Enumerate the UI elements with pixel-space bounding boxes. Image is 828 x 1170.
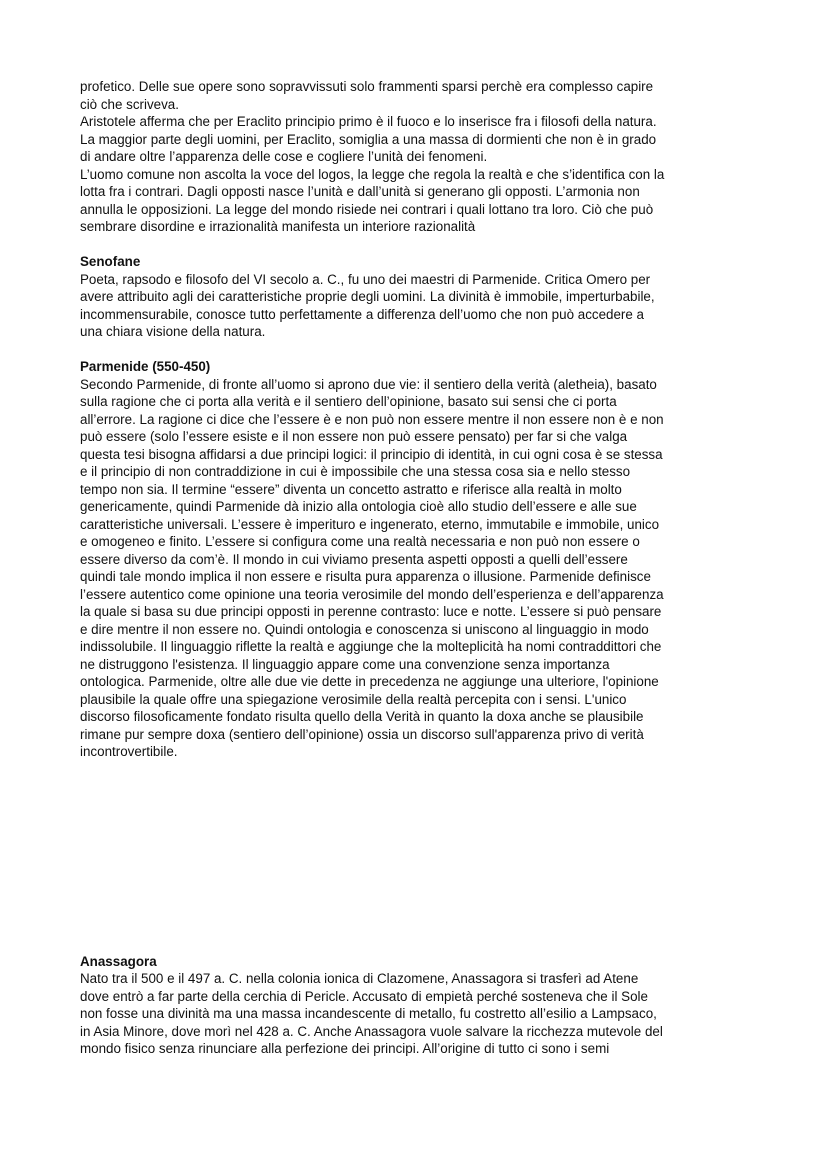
section-heading: Parmenide (550-450) [80,359,211,374]
spacer [80,341,760,359]
section-body: Poeta, rapsodo e filosofo del VI secolo a. C., fu uno dei maestri di Parmenide. Critica Omero per avere attribuito agli dei caratteristiche proprie degli uomini. La divinità è immobile, imperturbabile, incommensurabile, conosce tutto perfettamente a differenza dell’uomo che non può accedere a una chiara visione della natura. [80,271,655,339]
paragraph: profetico. Delle sue opere sono sopravvissuti solo frammenti sparsi perchè era complesso capire ciò che scriveva. [80,79,654,112]
spacer [80,761,760,953]
section-heading: Senofane [80,254,141,269]
spacer [80,236,760,254]
section-body: Secondo Parmenide, di fronte all’uomo si aprono due vie: il sentiero della verità (aletheia), basato sulla ragione che ci porta alla verità e il sentiero dell’opinione, basato sui sensi che ci porta all’errore. La ragione ci dice che l’essere è e non può non essere mentre il non essere non è e non può essere (solo l’essere esiste e il non essere non può essere pensato) per far si che valga questa tesi bisogna affidarsi a due principi logici: il principio di identità, in cui ogni cosa è se stessa e il principio di non contraddizione in cui è impossibile che una stessa cosa sia e nello stesso tempo non sia. Il termine “essere” diventa un concetto astratto e riferisce alla realtà in molto genericamente, quindi Parmenide dà inizio alla ontologia cioè allo studio dell’essere e alle sue caratteristiche universali. L’essere è imperituro e ingenerato, eterno, immutabile e immobile, unico e omogeneo e finito. L’essere si configura come una realtà necessaria e non può non essere o essere diverso da com’è. Il mondo in cui viviamo presenta aspetti opposti a quelli dell’essere quindi tale mondo implica il non essere e risulta pura apparenza o illusione. Parmenide definisce l’essere autentico come opinione una teoria verosimile del mondo dell’esperienza e dell’apparenza la quale si basa su due principi opposti in perenne contrasto: luce e notte. L’essere si può pensare e dire mentre il non essere no. Quindi ontologia e conoscenza si uniscono al linguaggio in modo indissolubile. Il linguaggio riflette la realtà e aggiunge che la molteplicità ha nomi contraddittori che ne distruggono l'esistenza. Il linguaggio appare come una convenzione senza importanza ontologica. Parmenide, oltre alle due vie dette in precedenza ne aggiunge una ulteriore, l'opinione plausibile la quale offre una spiegazione verosimile della realtà percepita con i sensi. L'unico discorso filosoficamente fondato risulta quello della Verità in quanto la doxa anche se plausibile rimane pur sempre doxa (sentiero dell’opinione) ossia un discorso sull'apparenza privo di verità incontrovertibile. [80,376,664,759]
section-anassagora [80,953,760,1058]
section-senofane [80,253,760,341]
section-parmenide [80,358,760,761]
section-eraclito-continuation [80,78,760,236]
section-heading: Anassagora [80,953,157,969]
paragraph: L’uomo comune non ascolta la voce del logos, la legge che regola la realtà e che s’identifica con la lotta fra i contrari. Dagli opposti nasce l’unità e dall’unità si generano gli opposti. L’armonia non annulla le opposizioni. La legge del mondo risiede nei contrari i quali lottano tra loro. Ciò che può sembrare disordine e irrazionalità manifesta un interiore razionalità [80,166,665,234]
paragraph: Aristotele afferma che per Eraclito principio primo è il fuoco e lo inserisce fra i filosofi della natura. [80,114,657,129]
section-body: Nato tra il 500 e il 497 a. C. nella colonia ionica di Clazomene, Anassagora si trasferì ad Atene dove entrò a far parte della cerchia di Pericle. Accusato di empietà perché sosteneva che il Sole non fosse una divinità ma una massa incandescente di metallo, fu costretto all’esilio a Lampsaco, in Asia Minore, dove morì nel 428 a. C. Anche Anassagora vuole salvare la ricchezza mutevole del mondo fisico senza rinunciare alla perfezione dei principi. All’origine di tutto ci sono i semi [80,971,663,1056]
document-page [80,78,760,1058]
paragraph: La maggior parte degli uomini, per Eraclito, somiglia a una massa di dormienti che non è in grado di andare oltre l’apparenza delle cose e cogliere l’unità dei fenomeni. [80,131,657,164]
